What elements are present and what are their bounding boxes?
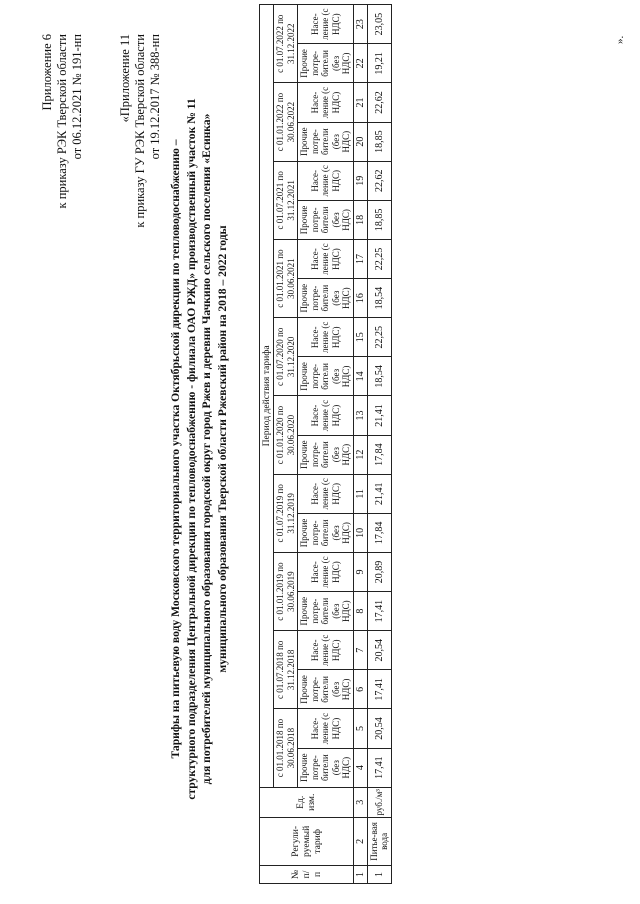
period-header: Период действия тарифа (260, 5, 274, 788)
title-line4: муниципального образования Тверской области Ржевский район на 2018 – 2022 годы (215, 225, 229, 673)
column-number-cell: 15 (353, 318, 367, 357)
title-line3: для потребителей муниципального образования городской округ город Ржев и деревни Чачкино сельского поселения «Есинка» (200, 113, 214, 785)
column-number-cell: 2 (353, 817, 367, 865)
appendix-11-line3: от 19.12.2017 № 388-нп (148, 34, 162, 160)
column-number-cell: 20 (353, 122, 367, 161)
tariff-value-cell: 20,89 (367, 552, 391, 591)
tariff-value-cell: 22,62 (367, 83, 391, 122)
subheader-population: Насе-ление (с НДС) (298, 396, 354, 435)
closing-quote: ». (614, 35, 626, 44)
column-number-cell: 9 (353, 552, 367, 591)
column-number-cell: 16 (353, 279, 367, 318)
column-number-cell: 6 (353, 670, 367, 709)
subheader-population: Насе-ление (с НДС) (298, 318, 354, 357)
subheader-other-consumers: Прочие потре-бители (без НДС) (298, 670, 354, 709)
column-number-cell: 5 (353, 709, 367, 748)
tariff-value-cell: 17,84 (367, 513, 391, 552)
tariff-value-cell: 17,84 (367, 435, 391, 474)
tariff-value-cell: 18,54 (367, 279, 391, 318)
tariff-value-cell: 21,41 (367, 396, 391, 435)
column-number-cell: 4 (353, 748, 367, 787)
period-cell: с 01.01.2020 по 30.06.2020 (274, 396, 298, 474)
col-number-header: № п/ п (260, 865, 354, 883)
document-title (168, 54, 230, 844)
subheader-other-consumers: Прочие потре-бители (без НДС) (298, 748, 354, 787)
column-number-cell: 7 (353, 631, 367, 670)
tariff-value-cell: 18,85 (367, 122, 391, 161)
row-tariff-cell: Питье-вая вода (367, 817, 391, 865)
header-row-subgroups (298, 5, 354, 884)
row-number-cell: 1 (367, 865, 391, 883)
period-cell: с 01.07.2019 по 31.12.2019 (274, 474, 298, 552)
tariff-table-wrapper (259, 4, 392, 884)
subheader-other-consumers: Прочие потре-бители (без НДС) (298, 435, 354, 474)
appendix-6-header (40, 34, 85, 264)
column-number-cell: 22 (353, 44, 367, 83)
tariff-value-cell: 23,05 (367, 5, 391, 44)
subheader-other-consumers: Прочие потре-бители (без НДС) (298, 357, 354, 396)
subheader-other-consumers: Прочие потре-бители (без НДС) (298, 122, 354, 161)
appendix-11-line2: к приказу ГУ РЭК Тверской области (133, 34, 147, 228)
period-cell: с 01.01.2022 по 30.06.2022 (274, 83, 298, 161)
column-number-cell: 10 (353, 513, 367, 552)
title-line1: Тарифы на питьевую воду Московского территориального участка Октябрьской дирекции по тепловодоснабжению – (169, 139, 182, 759)
column-number-cell: 12 (353, 435, 367, 474)
tariff-value-cell: 20,54 (367, 709, 391, 748)
table-row (367, 5, 391, 884)
tariff-value-cell: 20,54 (367, 631, 391, 670)
period-cell: с 01.07.2021 по 31.12.2021 (274, 161, 298, 239)
tariff-value-cell: 21,41 (367, 474, 391, 513)
column-number-cell: 21 (353, 83, 367, 122)
period-cell: с 01.01.2018 по 30.06.2018 (274, 709, 298, 787)
period-cell: с 01.01.2019 по 30.06.2019 (274, 552, 298, 630)
tariff-value-cell: 22,25 (367, 318, 391, 357)
subheader-population: Насе-ление (с НДС) (298, 474, 354, 513)
tariff-table (259, 4, 392, 884)
column-number-cell: 1 (353, 865, 367, 883)
title-line2: структурного подразделения Центральной дирекции по тепловодоснабжению - филиала ОАО РЖД» производственный участок № 11 (184, 98, 198, 800)
tariff-value-cell: 17,41 (367, 670, 391, 709)
tariff-value-cell: 22,25 (367, 239, 391, 278)
subheader-other-consumers: Прочие потре-бители (без НДС) (298, 279, 354, 318)
subheader-population: Насе-ление (с НДС) (298, 5, 354, 44)
subheader-other-consumers: Прочие потре-бители (без НДС) (298, 44, 354, 83)
column-number-row (353, 5, 367, 884)
header-row-1 (260, 5, 274, 884)
appendix-6-line2: к приказу РЭК Тверской области (55, 34, 69, 209)
column-number-cell: 3 (353, 787, 367, 817)
subheader-population: Насе-ление (с НДС) (298, 709, 354, 748)
column-number-cell: 13 (353, 396, 367, 435)
column-number-cell: 14 (353, 357, 367, 396)
row-unit-cell: руб./м³ (367, 787, 391, 817)
period-cell: с 01.07.2018 по 31.12.2018 (274, 631, 298, 709)
subheader-population: Насе-ление (с НДС) (298, 631, 354, 670)
col-tariff-header: Регули-руемый тариф (260, 817, 354, 865)
column-number-cell: 19 (353, 161, 367, 200)
column-number-cell: 18 (353, 200, 367, 239)
subheader-other-consumers: Прочие потре-бители (без НДС) (298, 200, 354, 239)
subheader-population: Насе-ление (с НДС) (298, 552, 354, 591)
tariff-value-cell: 17,41 (367, 748, 391, 787)
appendix-11-header (118, 34, 163, 264)
appendix-11-line1: «Приложение 11 (118, 34, 132, 123)
period-cell: с 01.01.2021 по 30.06.2021 (274, 239, 298, 317)
tariff-value-cell: 22,62 (367, 161, 391, 200)
appendix-6-line3: от 06.12.2021 № 191-нп (70, 34, 84, 160)
subheader-other-consumers: Прочие потре-бители (без НДС) (298, 513, 354, 552)
column-number-cell: 23 (353, 5, 367, 44)
column-number-cell: 8 (353, 592, 367, 631)
column-number-cell: 11 (353, 474, 367, 513)
period-cell: с 01.07.2022 по 31.12.2022 (274, 5, 298, 83)
tariff-value-cell: 18,85 (367, 200, 391, 239)
subheader-other-consumers: Прочие потре-бители (без НДС) (298, 592, 354, 631)
subheader-population: Насе-ление (с НДС) (298, 83, 354, 122)
column-number-cell: 17 (353, 239, 367, 278)
period-cell: с 01.07.2020 по 31.12.2020 (274, 318, 298, 396)
tariff-value-cell: 18,54 (367, 357, 391, 396)
col-unit-header: Ед. изм. (260, 787, 354, 817)
tariff-value-cell: 17,41 (367, 592, 391, 631)
subheader-population: Насе-ление (с НДС) (298, 239, 354, 278)
appendix-6-line1: Приложение 6 (40, 34, 54, 111)
subheader-population: Насе-ление (с НДС) (298, 161, 354, 200)
header-row-periods (274, 5, 298, 884)
tariff-value-cell: 19,21 (367, 44, 391, 83)
